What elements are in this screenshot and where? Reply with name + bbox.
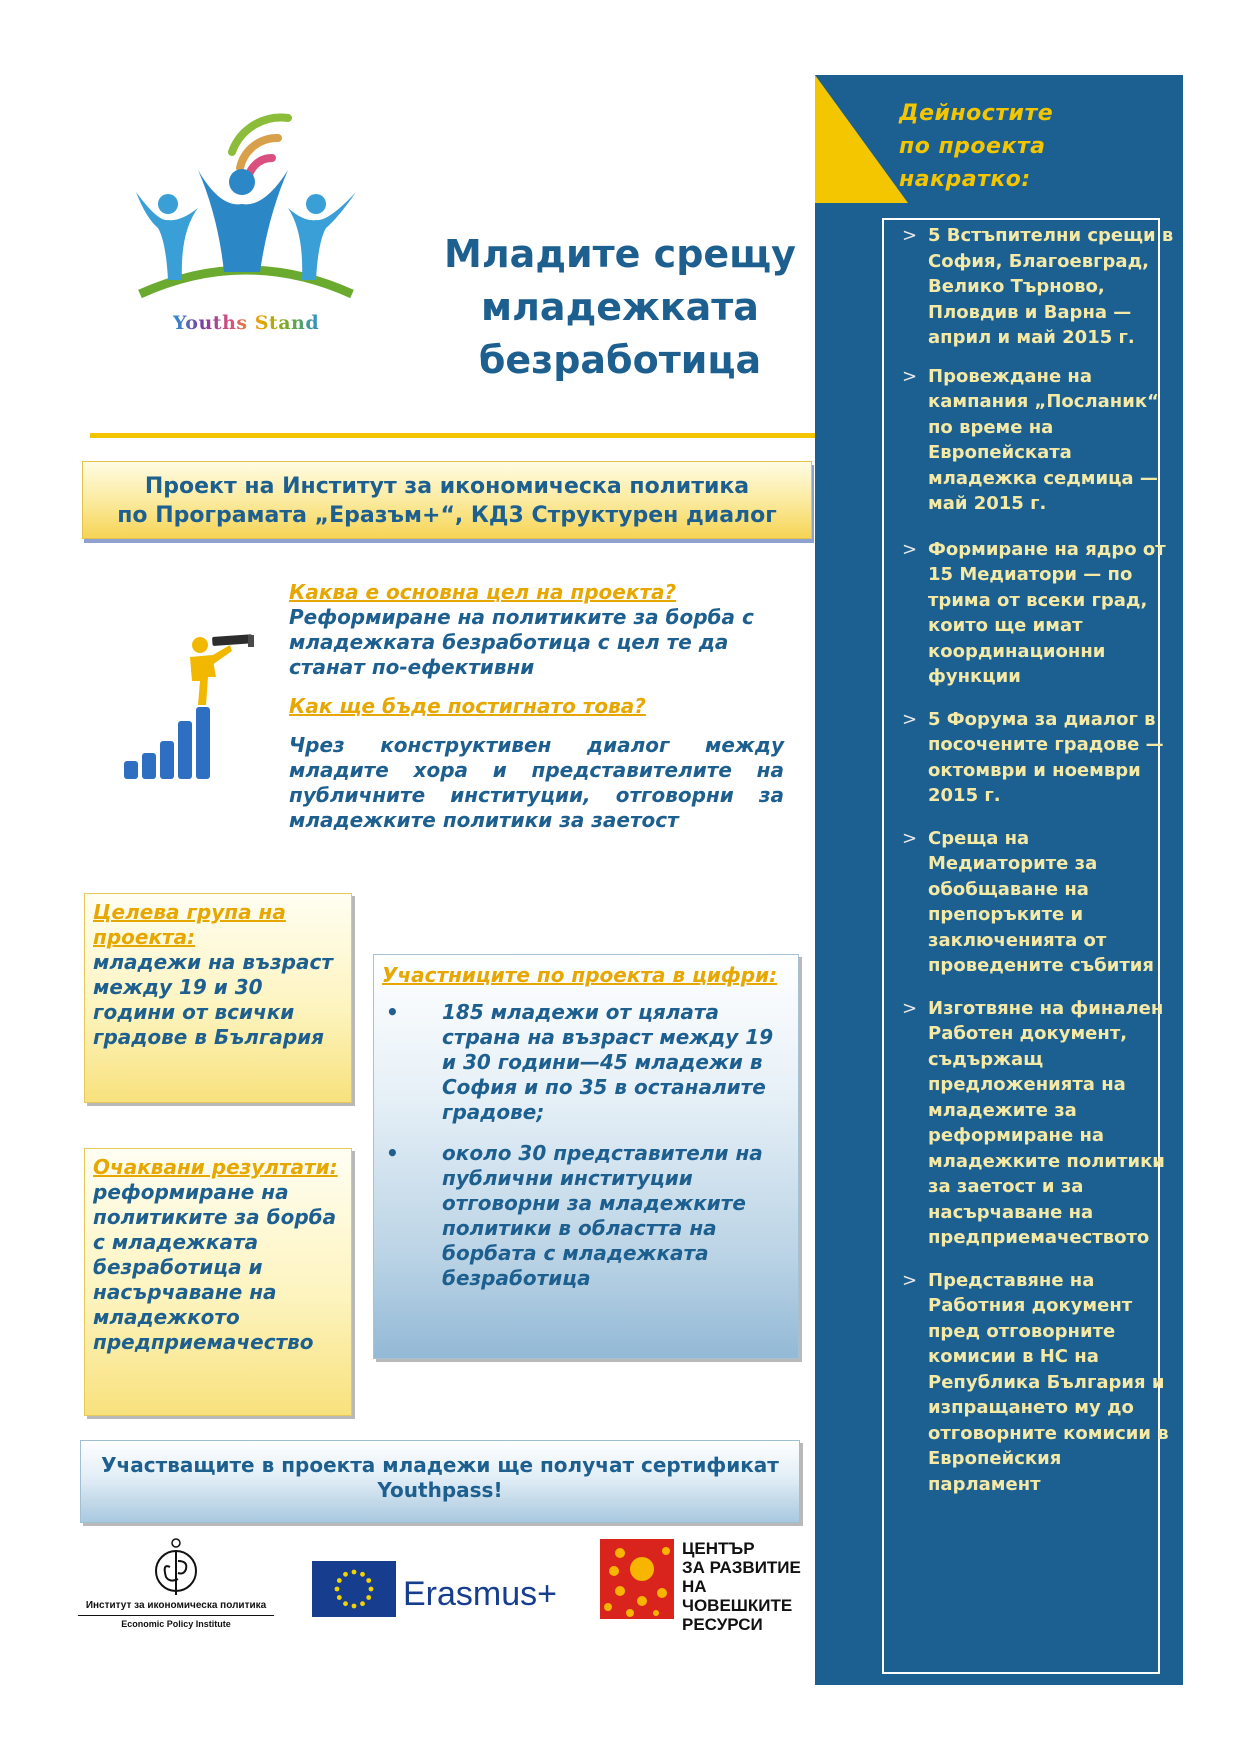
youths-stand-logo <box>128 112 364 342</box>
activity-text: 5 Форума за диалог в посочените градове — октомври и ноември 2015 г. <box>928 708 1164 806</box>
hrdc-sun-icon <box>600 1539 674 1619</box>
participants-item-text: около 30 представители на публични институции отговорни за младежките политики в областта на борбата с младежката безработица <box>442 1141 763 1290</box>
activity-text: Среща на Медиаторите за обобщаване на препоръките и заключенията от проведените събития <box>928 827 1154 976</box>
hrdc-name <box>682 1539 820 1634</box>
activity-item <box>894 826 1174 979</box>
banner-line: Проект на Институт за икономическа политика <box>144 474 750 499</box>
eu-star-icon <box>343 1601 348 1606</box>
participants-box <box>373 954 799 1359</box>
sidebar-corner-accent <box>815 75 908 203</box>
activity-item <box>894 364 1174 517</box>
activity-text: 5 Встъпителни срещи в София, Благоевград, Велико Търново, Пловдив и Варна — април и май 2015 г. <box>928 225 1174 348</box>
target-group-text: младежи на възраст между 19 и 30 години от всички градове в България <box>93 950 333 1049</box>
eu-star-icon <box>337 1595 342 1600</box>
goal-answer: Реформиране на политиките за борба с младежката безработица с цел те да станат по-ефективни <box>289 605 754 679</box>
method-answer-line: младите хора и представителите на <box>289 758 784 782</box>
chevron-right-icon: > <box>902 225 918 246</box>
hrdc-logo <box>600 1539 820 1634</box>
participants-item <box>382 1000 788 1125</box>
activity-text: Изготвяне на финален Работен документ, съдържащ предложенията на младежите за реформиране на младежките политики за заетост и за насърчаване на предприемачеството <box>928 997 1165 1248</box>
telescope-growth-icon <box>120 633 260 783</box>
logo-wordmark-text: Youths Stand <box>172 312 320 334</box>
chevron-right-icon: > <box>902 827 918 849</box>
sidebar-heading-line: по проекта <box>899 134 1046 159</box>
logo-wordmark <box>128 312 364 334</box>
sidebar-heading-line: накратко: <box>899 167 1031 192</box>
activity-text: Провеждане на кампания „Посланик“ по време на Европейската младежка седмица — май 2015 г. <box>928 365 1159 514</box>
eu-flag-icon <box>312 1561 396 1617</box>
method-answer-line: Чрез конструктивен диалог между <box>289 733 784 757</box>
epi-emblem-icon <box>78 1537 274 1599</box>
target-group-box <box>84 893 352 1103</box>
youths-stand-logo-graphic <box>128 112 364 312</box>
method-question: Как ще бъде постигнато това? <box>289 694 646 718</box>
expected-results-heading: Очаквани резултати: <box>93 1155 338 1179</box>
expected-results-text: реформиране на политиките за борба с младежката безработица и насърчаване на младежкото предприемачество <box>93 1180 337 1354</box>
hrdc-name-line: ЦЕНТЪР <box>682 1539 755 1558</box>
hrdc-name-line: РЕСУРСИ <box>682 1615 763 1634</box>
activities-list <box>894 223 1174 1497</box>
eu-star-icon <box>352 1570 357 1575</box>
chevron-right-icon: > <box>902 997 918 1019</box>
youthpass-line: Youthpass! <box>377 1478 503 1502</box>
eu-star-icon <box>369 1587 374 1592</box>
eu-star-icon <box>335 1587 340 1592</box>
epi-logo <box>78 1537 274 1629</box>
page-title <box>410 228 830 387</box>
chevron-right-icon: > <box>902 708 918 730</box>
eu-star-icon <box>343 1572 348 1577</box>
activity-text: Формиране на ядро от 15 Медиатори — по трима от всеки град, които ще имат координационни функции <box>928 538 1166 687</box>
title-line: Младите срещу <box>444 232 796 276</box>
activity-item <box>894 537 1174 690</box>
activity-text: Представяне на Работния документ пред отговорните комисии в НС на Република България и изпращането му до отговорните комисии в Европейския парламент <box>928 1269 1169 1495</box>
eu-star-icon <box>360 1601 365 1606</box>
activity-item <box>894 1268 1174 1498</box>
target-group-heading: Целева група на проекта: <box>93 900 286 949</box>
bullet-icon: • <box>386 1141 399 1165</box>
goal-question: Каква е основна цел на проекта? <box>289 580 677 604</box>
eu-star-icon <box>366 1595 371 1600</box>
method-answer <box>289 733 784 833</box>
chevron-right-icon: > <box>902 1269 918 1291</box>
youthpass-line: Участващите в проекта младежи ще получат сертификат <box>101 1453 779 1477</box>
chevron-right-icon: > <box>902 538 918 560</box>
title-line: безработица <box>478 338 762 382</box>
banner-line: по Програмата „Еразъм+“, КД3 Структурен диалог <box>117 503 777 528</box>
epi-divider <box>78 1615 274 1616</box>
method-answer-line: публичните институции, отговорни за <box>289 783 784 807</box>
activity-item <box>894 223 1174 351</box>
participants-item <box>382 1141 788 1291</box>
eu-star-icon <box>337 1578 342 1583</box>
activity-item <box>894 996 1174 1251</box>
eu-star-icon <box>352 1604 357 1609</box>
participants-list <box>382 1000 788 1291</box>
goal-section <box>289 580 784 833</box>
eu-star-icon <box>366 1578 371 1583</box>
expected-results-box <box>84 1148 352 1416</box>
divider-rule <box>90 433 817 438</box>
participants-item-text: 185 младежи от цялата страна на възраст между 19 и 30 години—45 младежи в София и по 35 в останалите градове; <box>442 1000 774 1124</box>
epi-name-en: Economic Policy Institute <box>121 1619 231 1629</box>
participants-heading: Участниците по проекта в цифри: <box>382 963 778 987</box>
sidebar-heading <box>899 97 1159 196</box>
sidebar-heading-line: Дейностите <box>899 101 1054 126</box>
hrdc-name-line: ЗА РАЗВИТИЕ <box>682 1558 801 1577</box>
eu-star-icon <box>360 1572 365 1577</box>
epi-name-bg: Институт за икономическа политика <box>85 1600 267 1611</box>
chevron-right-icon: > <box>902 365 918 387</box>
bullet-icon: • <box>386 1000 399 1024</box>
title-line: младежката <box>481 285 759 329</box>
activity-item <box>894 707 1174 809</box>
hrdc-name-line: НА ЧОВЕШКИТЕ <box>682 1577 793 1615</box>
project-banner <box>82 461 812 539</box>
erasmus-wordmark: Erasmus+ <box>403 1575 557 1613</box>
youthpass-banner <box>80 1440 800 1523</box>
method-answer-line: младежките политики за заетост <box>289 808 679 832</box>
